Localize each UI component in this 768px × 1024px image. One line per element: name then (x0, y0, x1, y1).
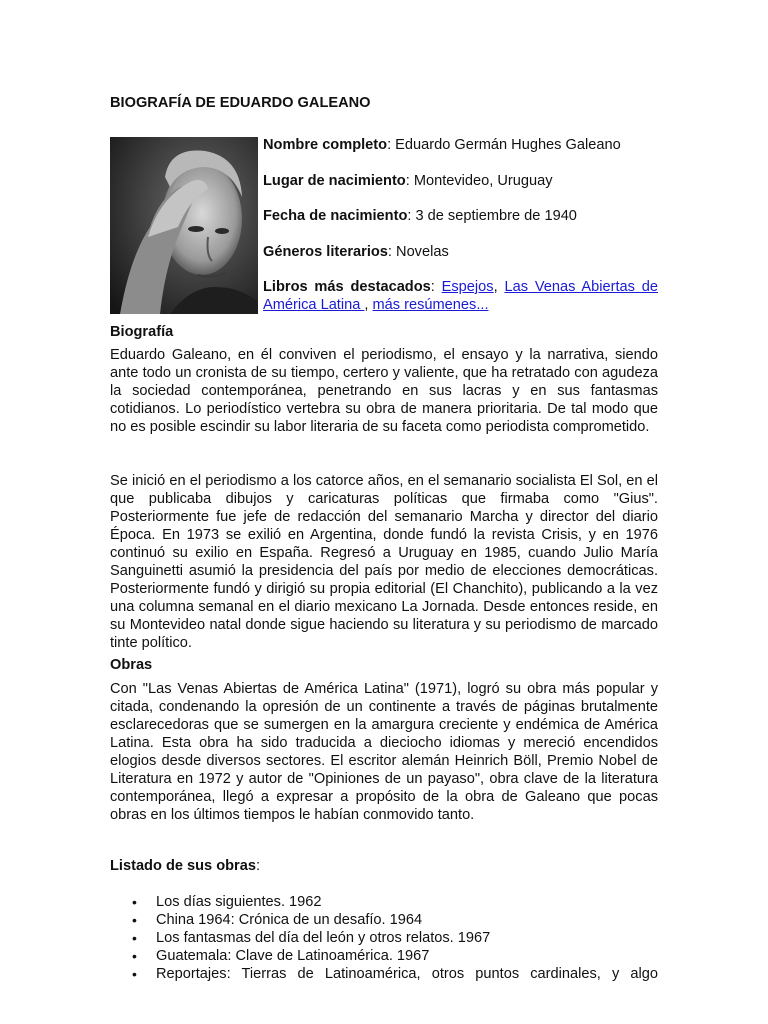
listado-label: Listado de sus obras (110, 858, 256, 874)
portrait-image (110, 137, 258, 314)
list-item: • Reportajes: Tierras de Latinoamérica, otros puntos cardinales, y algo (110, 965, 658, 983)
info-nombre: Nombre completo: Eduardo Germán Hughes Galeano (263, 137, 621, 153)
link-venas-abiertas[interactable]: Las Venas Abiertas de América Latina (263, 279, 659, 313)
list-item: • China 1964: Crónica de un desafío. 1964 (110, 911, 658, 929)
biografia-heading: Biografía (110, 324, 174, 340)
nombre-label: Nombre completo (263, 137, 388, 153)
list-item: • Guatemala: Clave de Latinoamérica. 1967 (110, 947, 658, 965)
obras-paragraph: Con "Las Venas Abiertas de América Latina" (1971), logró su obra más popular y citada, condenando la opresión de un continente a través de páginas brutalmente esclarecedoras que se sumergen en la amargura creciente y endémica de América Latina. Esta obra ha sido traducida a dieciocho idiomas y mereció encendidos elogios desde diversos sectores. El escritor alemán Heinrich Böll, Premio Nobel de Literatura en 1972 y autor de "Opiniones de un payaso", obra clave de la literatura contemporánea, llegó a expresar a propósito de la obra de Galeano que pocas obras en los últimos tiempos le habían conmovido tanto. (110, 681, 658, 823)
works-list (110, 893, 658, 983)
list-item: • Los fantasmas del día del león y otros relatos. 1967 (110, 929, 658, 947)
info-lugar: Lugar de nacimiento: Montevideo, Uruguay (263, 172, 553, 189)
generos-label: Géneros literarios (263, 243, 388, 260)
info-fecha: Fecha de nacimiento: 3 de septiembre de 1940 (263, 208, 577, 224)
link-espejos[interactable]: Espejos (441, 279, 494, 295)
page-title: BIOGRAFÍA DE EDUARDO GALEANO (110, 95, 371, 111)
info-libros: Libros más destacados: Espejos, Las Venas Abiertas de América Latina , más resúmenes... (263, 279, 659, 313)
fecha-value: 3 de septiembre de 1940 (415, 208, 577, 224)
obras-heading: Obras (110, 657, 153, 673)
info-generos: Géneros literarios: Novelas (263, 243, 449, 260)
list-item: • Los días siguientes. 1962 (110, 893, 658, 911)
generos-value: Novelas (396, 243, 449, 260)
fecha-label: Fecha de nacimiento (263, 208, 408, 224)
listado-heading: Listado de sus obras: (110, 858, 261, 874)
author-info (263, 136, 658, 314)
link-mas-resumenes[interactable]: más resúmenes... (372, 297, 489, 313)
lugar-label: Lugar de nacimiento (263, 172, 406, 189)
libros-label: Libros más destacados (263, 279, 431, 295)
lugar-value: Montevideo, Uruguay (413, 172, 553, 189)
biografia-paragraph-2: Se inició en el periodismo a los catorce años, en el semanario socialista El Sol, en el que publicaba dibujos y caricaturas políticas que firmaba como "Gius". Posteriormente fue jefe de redacción del semanario Marcha y director del diario Época. En 1973 se exilió en Argentina, donde fundó la revista Crisis, y en 1976 continuó su exilio en España. Regresó a Uruguay en 1985, cuando Julio María Sanguinetti asumió la presidencia del país por medio de elecciones democráticas. Posteriormente fundó y dirigió su propia editorial (El Chanchito), publicando a la vez una columna semanal en el diario mexicano La Jornada. Desde entonces reside, en su Montevideo natal donde sigue haciendo su literatura y su periodismo de marcado tinte político. (110, 473, 658, 651)
biografia-paragraph-1: Eduardo Galeano, en él conviven el periodismo, el ensayo y la narrativa, siendo ante todo un cronista de su tiempo, certero y valiente, que ha retratado con agudeza la sociedad contemporánea, penetrando en sus lacras y en sus fantasmas cotidianos. Lo periodístico vertebra su obra de manera prioritaria. De tal modo que no es posible escindir su labor literaria de su faceta como periodista comprometido. (110, 347, 658, 435)
nombre-value: Eduardo Germán Hughes Galeano (395, 137, 621, 153)
author-portrait (110, 137, 258, 314)
